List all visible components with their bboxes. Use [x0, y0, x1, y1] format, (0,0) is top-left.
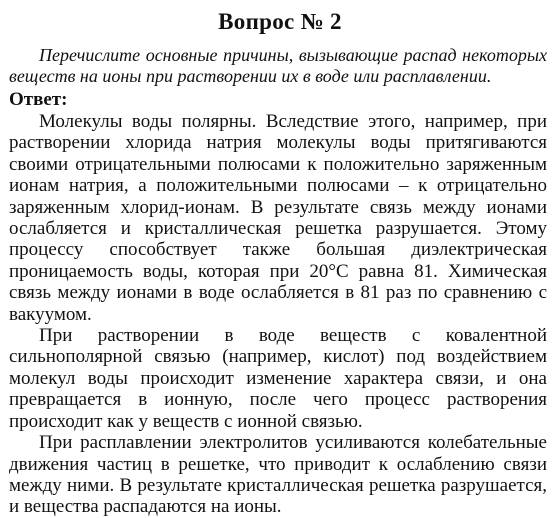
page-title: Вопрос № 2	[218, 9, 342, 34]
answer-paragraph-3: При расплавлении электролитов усиливаются колебательные движения частиц в решетке, что приводит к ослаблению связи между ними. В результате кристаллическая решетка разрушается, и вещества распадаются на ионы.	[9, 432, 547, 518]
answer-label: Ответ:	[9, 89, 68, 110]
answer-paragraph-1: Молекулы воды полярны. Вследствие этого, например, при растворении хлорида натрия молекулы воды притягиваются своими отрицательными полюсами к положительно заряженным ионам натрия, а положительными полюсами – к отрицательно заряженным хлорид-ионам. В результате связь между ионами ослабляется и кристаллическая решетка разрушается. Этому процессу способствует также большая диэлектрическая проницаемость воды, которая при 20°С равна 81. Химическая связь между ионами в воде ослабляется в 81 раз по сравнению с вакуумом.	[9, 111, 547, 325]
answer-paragraph-2: При растворении в воде веществ с ковалентной сильнополярной связью (например, кислот) под воздействием молекул воды происходит изменение характера связи, и она превращается в ионную, после чего процесс растворения происходит как у веществ с ионной связью.	[9, 325, 547, 432]
question-text: Перечислите основные причины, вызывающие распад некоторых веществ на ионы при растворении их в воде или расплавлении.	[9, 45, 547, 86]
answer-body	[9, 111, 547, 518]
